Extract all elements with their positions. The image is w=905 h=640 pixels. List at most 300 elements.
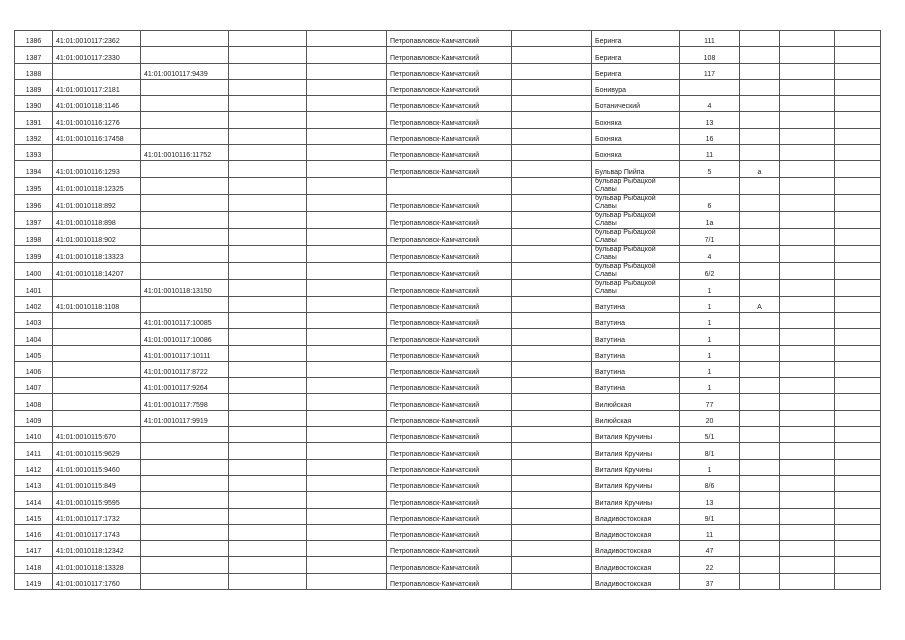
empty-cell	[307, 211, 387, 228]
city-cell: Петропавловск-Камчатский	[387, 541, 512, 557]
empty-cell	[229, 96, 307, 112]
row-number-cell: 1403	[15, 312, 53, 328]
cadastral-number-cell: 41:01:0010117:2181	[53, 79, 141, 95]
empty-cell	[512, 443, 592, 459]
house-letter-cell	[740, 128, 780, 144]
house-letter-cell	[740, 194, 780, 211]
city-cell	[387, 177, 512, 194]
city-cell: Петропавловск-Камчатский	[387, 459, 512, 475]
empty-cell	[512, 410, 592, 426]
empty-cell	[307, 63, 387, 79]
empty-cell	[835, 378, 881, 394]
empty-cell	[229, 63, 307, 79]
cadastral-number-cell: 41:01:0010118:898	[53, 211, 141, 228]
cadastral-number-cell	[53, 345, 141, 361]
empty-cell	[229, 410, 307, 426]
empty-cell	[780, 211, 835, 228]
cadastral-number-cell: 41:01:0010118:892	[53, 194, 141, 211]
empty-cell	[307, 194, 387, 211]
city-cell: Петропавловск-Камчатский	[387, 557, 512, 573]
table-row	[15, 508, 881, 524]
empty-cell	[835, 177, 881, 194]
cadastral-number-alt-cell	[141, 112, 229, 128]
cadastral-number-alt-cell	[141, 211, 229, 228]
row-number-cell: 1393	[15, 145, 53, 161]
empty-cell	[307, 262, 387, 279]
house-letter-cell	[740, 112, 780, 128]
cadastral-number-cell: 41:01:0010118:13323	[53, 245, 141, 262]
street-cell: Бохняка	[592, 145, 680, 161]
empty-cell	[512, 459, 592, 475]
empty-cell	[307, 145, 387, 161]
table-row	[15, 245, 881, 262]
city-cell: Петропавловск-Камчатский	[387, 112, 512, 128]
house-letter-cell	[740, 492, 780, 508]
house-number-cell: 5	[680, 161, 740, 177]
empty-cell	[780, 524, 835, 540]
empty-cell	[512, 312, 592, 328]
empty-cell	[229, 312, 307, 328]
house-letter-cell	[740, 47, 780, 63]
cadastral-number-cell: 41:01:0010116:17458	[53, 128, 141, 144]
city-cell: Петропавловск-Камчатский	[387, 296, 512, 312]
house-letter-cell	[740, 345, 780, 361]
empty-cell	[835, 508, 881, 524]
empty-cell	[835, 443, 881, 459]
empty-cell	[512, 211, 592, 228]
street-cell: Виталия Кручины	[592, 443, 680, 459]
cadastral-number-cell: 41:01:0010115:9460	[53, 459, 141, 475]
empty-cell	[229, 228, 307, 245]
house-letter-cell	[740, 459, 780, 475]
empty-cell	[229, 524, 307, 540]
cadastral-number-cell	[53, 63, 141, 79]
city-cell: Петропавловск-Камчатский	[387, 427, 512, 443]
cadastral-number-alt-cell: 41:01:0010117:9439	[141, 63, 229, 79]
empty-cell	[835, 161, 881, 177]
empty-cell	[229, 443, 307, 459]
empty-cell	[780, 279, 835, 296]
empty-cell	[780, 508, 835, 524]
row-number-cell: 1397	[15, 211, 53, 228]
empty-cell	[780, 573, 835, 589]
house-number-cell: 8/6	[680, 475, 740, 491]
empty-cell	[229, 211, 307, 228]
empty-cell	[835, 524, 881, 540]
house-letter-cell	[740, 378, 780, 394]
house-number-cell: 37	[680, 573, 740, 589]
cadastral-number-cell	[53, 279, 141, 296]
street-cell: бульвар Рыбацкой Славы	[592, 177, 680, 194]
cadastral-number-cell: 41:01:0010118:14207	[53, 262, 141, 279]
house-letter-cell	[740, 312, 780, 328]
row-number-cell: 1409	[15, 410, 53, 426]
empty-cell	[307, 177, 387, 194]
row-number-cell: 1386	[15, 31, 53, 47]
cadastral-number-alt-cell: 41:01:0010117:10085	[141, 312, 229, 328]
row-number-cell: 1410	[15, 427, 53, 443]
cadastral-number-alt-cell: 41:01:0010116:11752	[141, 145, 229, 161]
cadastral-number-cell: 41:01:0010118:12342	[53, 541, 141, 557]
house-letter-cell	[740, 508, 780, 524]
house-number-cell: 13	[680, 112, 740, 128]
house-number-cell: 47	[680, 541, 740, 557]
house-number-cell: 1	[680, 312, 740, 328]
empty-cell	[229, 112, 307, 128]
house-number-cell: 9/1	[680, 508, 740, 524]
table-row	[15, 329, 881, 345]
empty-cell	[835, 63, 881, 79]
table-row	[15, 194, 881, 211]
table-row	[15, 161, 881, 177]
cadastral-number-alt-cell	[141, 96, 229, 112]
empty-cell	[307, 573, 387, 589]
house-letter-cell: а	[740, 161, 780, 177]
empty-cell	[229, 262, 307, 279]
house-number-cell: 1	[680, 329, 740, 345]
street-cell: Ватутина	[592, 329, 680, 345]
empty-cell	[780, 194, 835, 211]
city-cell: Петропавловск-Камчатский	[387, 361, 512, 377]
cadastral-number-alt-cell	[141, 492, 229, 508]
house-letter-cell	[740, 145, 780, 161]
house-number-cell: 1	[680, 459, 740, 475]
empty-cell	[835, 475, 881, 491]
empty-cell	[307, 161, 387, 177]
city-cell: Петропавловск-Камчатский	[387, 475, 512, 491]
row-number-cell: 1413	[15, 475, 53, 491]
table-row	[15, 345, 881, 361]
row-number-cell: 1390	[15, 96, 53, 112]
cadastral-number-alt-cell: 41:01:0010117:10086	[141, 329, 229, 345]
empty-cell	[512, 475, 592, 491]
empty-cell	[229, 378, 307, 394]
cadastral-number-cell: 41:01:0010117:1760	[53, 573, 141, 589]
empty-cell	[229, 47, 307, 63]
street-cell: Ботанический	[592, 96, 680, 112]
house-number-cell	[680, 79, 740, 95]
empty-cell	[780, 541, 835, 557]
table-row	[15, 96, 881, 112]
empty-cell	[780, 161, 835, 177]
empty-cell	[229, 31, 307, 47]
street-cell: бульвар Рыбацкой Славы	[592, 228, 680, 245]
cadastral-number-alt-cell	[141, 475, 229, 491]
empty-cell	[512, 262, 592, 279]
empty-cell	[835, 329, 881, 345]
empty-cell	[512, 145, 592, 161]
row-number-cell: 1389	[15, 79, 53, 95]
row-number-cell: 1417	[15, 541, 53, 557]
street-cell: Виталия Кручины	[592, 427, 680, 443]
table-row	[15, 211, 881, 228]
street-cell: Беринга	[592, 31, 680, 47]
empty-cell	[835, 557, 881, 573]
city-cell: Петропавловск-Камчатский	[387, 211, 512, 228]
house-number-cell: 77	[680, 394, 740, 410]
house-letter-cell	[740, 245, 780, 262]
street-cell: Владивостокская	[592, 508, 680, 524]
empty-cell	[835, 279, 881, 296]
row-number-cell: 1398	[15, 228, 53, 245]
row-number-cell: 1414	[15, 492, 53, 508]
city-cell: Петропавловск-Камчатский	[387, 524, 512, 540]
house-letter-cell	[740, 427, 780, 443]
cadastral-number-alt-cell	[141, 161, 229, 177]
empty-cell	[229, 161, 307, 177]
table-row	[15, 459, 881, 475]
house-number-cell: 20	[680, 410, 740, 426]
empty-cell	[307, 410, 387, 426]
city-cell: Петропавловск-Камчатский	[387, 345, 512, 361]
cadastral-number-alt-cell	[141, 262, 229, 279]
empty-cell	[835, 31, 881, 47]
empty-cell	[229, 145, 307, 161]
table-row	[15, 524, 881, 540]
empty-cell	[512, 177, 592, 194]
empty-cell	[307, 345, 387, 361]
cadastral-number-cell: 41:01:0010118:13328	[53, 557, 141, 573]
street-cell: Ватутина	[592, 378, 680, 394]
house-number-cell: 7/1	[680, 228, 740, 245]
house-letter-cell	[740, 228, 780, 245]
house-number-cell: 6/2	[680, 262, 740, 279]
table-row	[15, 312, 881, 328]
city-cell: Петропавловск-Камчатский	[387, 228, 512, 245]
empty-cell	[835, 79, 881, 95]
city-cell: Петропавловск-Камчатский	[387, 145, 512, 161]
house-number-cell: 1	[680, 345, 740, 361]
empty-cell	[780, 312, 835, 328]
street-cell: Ватутина	[592, 312, 680, 328]
house-letter-cell	[740, 262, 780, 279]
empty-cell	[229, 128, 307, 144]
empty-cell	[307, 557, 387, 573]
table-row	[15, 443, 881, 459]
city-cell: Петропавловск-Камчатский	[387, 410, 512, 426]
house-number-cell: 1	[680, 361, 740, 377]
empty-cell	[307, 312, 387, 328]
empty-cell	[229, 279, 307, 296]
empty-cell	[835, 345, 881, 361]
empty-cell	[307, 443, 387, 459]
empty-cell	[307, 492, 387, 508]
empty-cell	[780, 427, 835, 443]
table-row	[15, 63, 881, 79]
row-number-cell: 1415	[15, 508, 53, 524]
street-cell: Ватутина	[592, 296, 680, 312]
cadastral-number-cell: 41:01:0010115:9629	[53, 443, 141, 459]
empty-cell	[780, 96, 835, 112]
cadastral-number-alt-cell: 41:01:0010117:10111	[141, 345, 229, 361]
empty-cell	[780, 296, 835, 312]
row-number-cell: 1388	[15, 63, 53, 79]
empty-cell	[307, 541, 387, 557]
cadastral-number-alt-cell	[141, 245, 229, 262]
empty-cell	[229, 475, 307, 491]
empty-cell	[307, 508, 387, 524]
house-number-cell: 4	[680, 96, 740, 112]
cadastral-number-cell: 41:01:0010117:2330	[53, 47, 141, 63]
empty-cell	[780, 378, 835, 394]
row-number-cell: 1399	[15, 245, 53, 262]
city-cell: Петропавловск-Камчатский	[387, 394, 512, 410]
house-number-cell: 13	[680, 492, 740, 508]
empty-cell	[780, 410, 835, 426]
house-number-cell: 1	[680, 378, 740, 394]
empty-cell	[780, 31, 835, 47]
empty-cell	[512, 96, 592, 112]
table-row	[15, 573, 881, 589]
empty-cell	[780, 228, 835, 245]
cadastral-number-cell: 41:01:0010118:1108	[53, 296, 141, 312]
street-cell: бульвар Рыбацкой Славы	[592, 262, 680, 279]
city-cell: Петропавловск-Камчатский	[387, 508, 512, 524]
house-letter-cell	[740, 475, 780, 491]
empty-cell	[512, 194, 592, 211]
cadastral-number-cell: 41:01:0010116:1276	[53, 112, 141, 128]
street-cell: Бульвар Пийпа	[592, 161, 680, 177]
empty-cell	[780, 262, 835, 279]
house-number-cell: 111	[680, 31, 740, 47]
city-cell: Петропавловск-Камчатский	[387, 378, 512, 394]
cadastral-number-alt-cell: 41:01:0010118:13150	[141, 279, 229, 296]
cadastral-number-cell	[53, 394, 141, 410]
cadastral-number-cell	[53, 378, 141, 394]
cadastral-number-cell: 41:01:0010117:1743	[53, 524, 141, 540]
empty-cell	[512, 161, 592, 177]
table-row	[15, 475, 881, 491]
house-number-cell: 6	[680, 194, 740, 211]
cadastral-number-cell: 41:01:0010118:1146	[53, 96, 141, 112]
city-cell: Петропавловск-Камчатский	[387, 443, 512, 459]
empty-cell	[512, 112, 592, 128]
street-cell: Вилюйская	[592, 410, 680, 426]
empty-cell	[307, 228, 387, 245]
empty-cell	[307, 79, 387, 95]
house-letter-cell	[740, 329, 780, 345]
empty-cell	[835, 96, 881, 112]
street-cell: Бохняка	[592, 128, 680, 144]
empty-cell	[835, 112, 881, 128]
table-row	[15, 262, 881, 279]
house-number-cell: 117	[680, 63, 740, 79]
empty-cell	[229, 177, 307, 194]
city-cell: Петропавловск-Камчатский	[387, 194, 512, 211]
empty-cell	[780, 112, 835, 128]
cadastral-number-alt-cell	[141, 228, 229, 245]
table-row	[15, 378, 881, 394]
street-cell: Владивостокская	[592, 524, 680, 540]
house-number-cell: 1а	[680, 211, 740, 228]
empty-cell	[512, 492, 592, 508]
empty-cell	[512, 345, 592, 361]
street-cell: Беринга	[592, 47, 680, 63]
cadastral-number-cell	[53, 312, 141, 328]
city-cell: Петропавловск-Камчатский	[387, 245, 512, 262]
empty-cell	[307, 361, 387, 377]
street-cell: Вилюйская	[592, 394, 680, 410]
house-number-cell: 1	[680, 296, 740, 312]
empty-cell	[780, 443, 835, 459]
table-row	[15, 145, 881, 161]
table-body	[15, 31, 881, 590]
table-row	[15, 128, 881, 144]
row-number-cell: 1416	[15, 524, 53, 540]
table-row	[15, 394, 881, 410]
table-row	[15, 79, 881, 95]
city-cell: Петропавловск-Камчатский	[387, 312, 512, 328]
empty-cell	[835, 128, 881, 144]
cadastral-number-alt-cell	[141, 31, 229, 47]
row-number-cell: 1392	[15, 128, 53, 144]
empty-cell	[835, 459, 881, 475]
cadastral-number-cell: 41:01:0010118:12325	[53, 177, 141, 194]
empty-cell	[780, 459, 835, 475]
empty-cell	[512, 296, 592, 312]
empty-cell	[512, 47, 592, 63]
empty-cell	[835, 492, 881, 508]
city-cell: Петропавловск-Камчатский	[387, 262, 512, 279]
street-cell: Ватутина	[592, 361, 680, 377]
row-number-cell: 1396	[15, 194, 53, 211]
row-number-cell: 1400	[15, 262, 53, 279]
cadastral-number-alt-cell	[141, 443, 229, 459]
cadastral-number-cell	[53, 145, 141, 161]
city-cell: Петропавловск-Камчатский	[387, 96, 512, 112]
empty-cell	[307, 47, 387, 63]
row-number-cell: 1404	[15, 329, 53, 345]
cadastral-number-alt-cell	[141, 557, 229, 573]
cadastral-number-cell	[53, 329, 141, 345]
empty-cell	[780, 79, 835, 95]
empty-cell	[512, 279, 592, 296]
empty-cell	[780, 492, 835, 508]
house-number-cell: 16	[680, 128, 740, 144]
row-number-cell: 1401	[15, 279, 53, 296]
empty-cell	[835, 541, 881, 557]
empty-cell	[780, 329, 835, 345]
empty-cell	[229, 79, 307, 95]
row-number-cell: 1407	[15, 378, 53, 394]
empty-cell	[512, 63, 592, 79]
empty-cell	[835, 361, 881, 377]
table-row	[15, 31, 881, 47]
cadastral-number-cell: 41:01:0010115:670	[53, 427, 141, 443]
empty-cell	[835, 211, 881, 228]
row-number-cell: 1395	[15, 177, 53, 194]
row-number-cell: 1419	[15, 573, 53, 589]
empty-cell	[780, 361, 835, 377]
empty-cell	[512, 573, 592, 589]
row-number-cell: 1406	[15, 361, 53, 377]
house-letter-cell	[740, 211, 780, 228]
table-row	[15, 177, 881, 194]
row-number-cell: 1408	[15, 394, 53, 410]
house-number-cell: 108	[680, 47, 740, 63]
table-row	[15, 228, 881, 245]
cadastral-number-alt-cell	[141, 573, 229, 589]
empty-cell	[780, 177, 835, 194]
house-letter-cell	[740, 279, 780, 296]
row-number-cell: 1394	[15, 161, 53, 177]
empty-cell	[512, 228, 592, 245]
house-letter-cell	[740, 394, 780, 410]
row-number-cell: 1402	[15, 296, 53, 312]
cadastral-number-cell: 41:01:0010115:849	[53, 475, 141, 491]
empty-cell	[307, 245, 387, 262]
empty-cell	[835, 145, 881, 161]
